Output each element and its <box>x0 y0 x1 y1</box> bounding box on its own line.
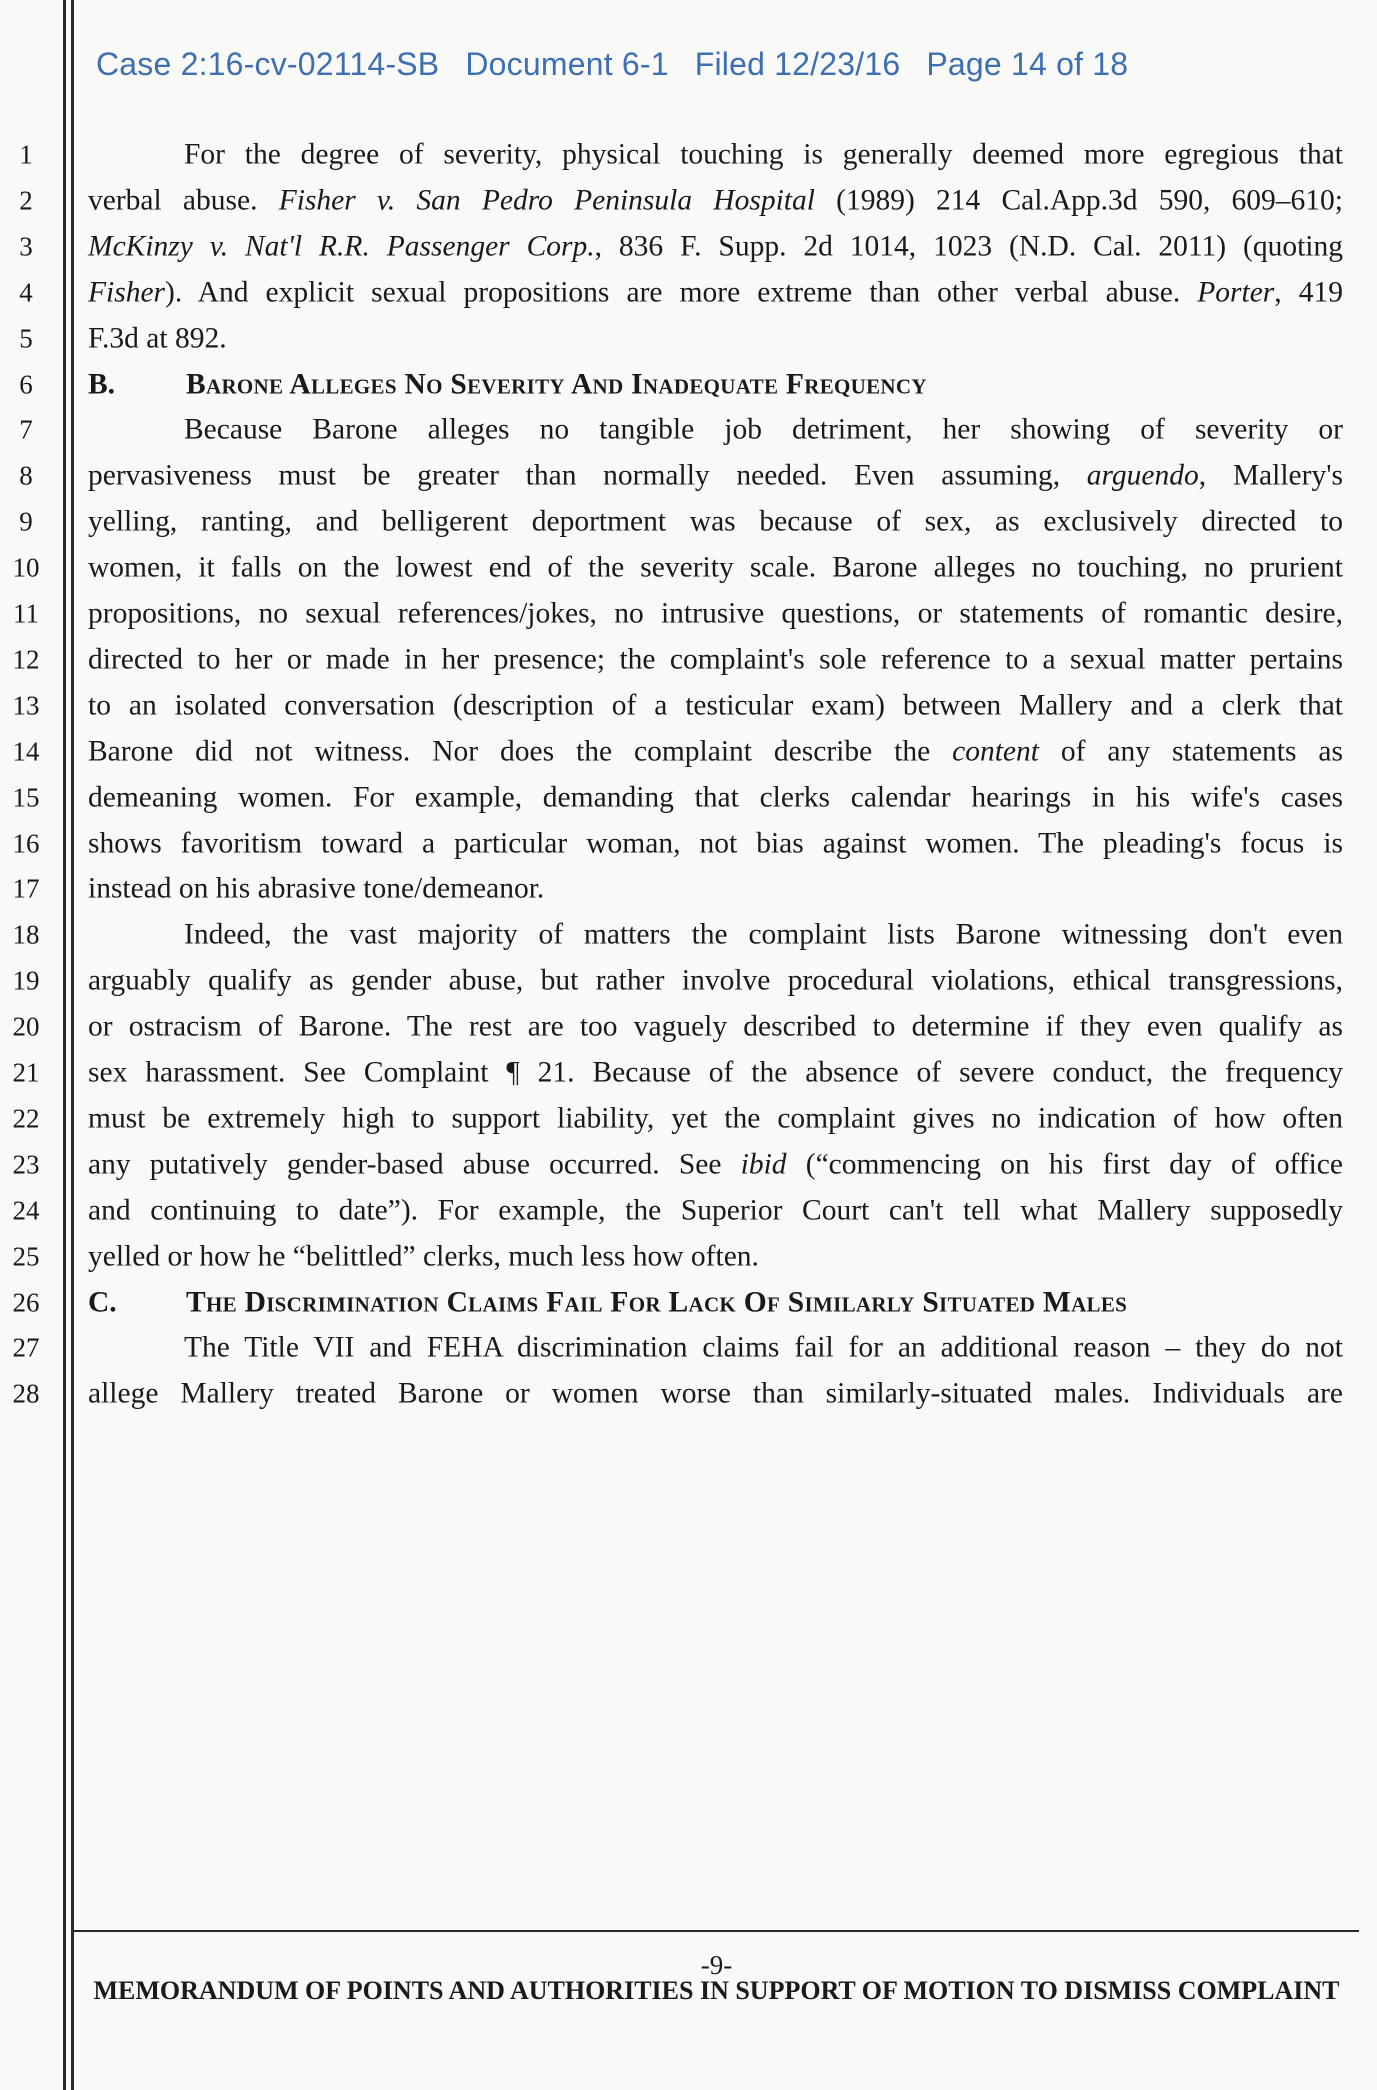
text-segment: sex harassment. See Complaint ¶ 21. Because of the absence of severe conduct, the frequency <box>88 1056 1343 1089</box>
text-segment: , 419 <box>1274 275 1343 308</box>
left-margin-rule <box>63 0 66 2090</box>
line-number: 9 <box>19 506 33 537</box>
text-line <box>88 599 1343 629</box>
line-number: 16 <box>12 828 40 858</box>
line-number: 10 <box>12 552 40 583</box>
text-line <box>88 507 1343 537</box>
section-title: Barone Alleges No Severity And Inadequate Frequency <box>186 367 927 400</box>
line-number: 3 <box>19 231 33 262</box>
line-number: 27 <box>12 1332 40 1363</box>
line-number: 5 <box>19 323 33 354</box>
footer-title: MEMORANDUM OF POINTS AND AUTHORITIES IN SUPPORT OF MOTION TO DISMISS COMPLAINT <box>93 1976 1340 2005</box>
text-segment: Barone did not witness. Nor does the complaint describe the <box>88 734 953 767</box>
text-segment: propositions, no sexual references/jokes, no intrusive questions, or statements of romantic desire, <box>88 597 1343 630</box>
text-segment: to an isolated conversation (description of a testicular exam) between Mallery and a clerk that <box>88 689 1343 722</box>
text-segment: , 836 F. Supp. 2d 1014, 1023 (N.D. Cal. 2011) (quoting <box>594 230 1343 263</box>
text-line <box>88 553 1343 583</box>
text-line <box>88 1239 1343 1272</box>
text-segment: Indeed, the vast majority of matters the complaint lists Barone witnessing don't even <box>184 918 1343 951</box>
text-segment: any putatively gender-based abuse occurred. See <box>88 1148 741 1181</box>
text-line <box>88 459 1343 492</box>
text-segment: (1989) 214 Cal.App.3d 590, 609–610; <box>814 184 1344 217</box>
text-line <box>88 321 1343 354</box>
line-number: 24 <box>12 1195 40 1226</box>
text-segment: of any statements as <box>1038 734 1343 767</box>
line-number: 25 <box>12 1241 40 1272</box>
citation-italic: McKinzy v. Nat'l R.R. Passenger Corp. <box>88 230 595 263</box>
page-indicator: Page 14 of 18 <box>926 46 1129 82</box>
text-segment: verbal abuse. <box>88 184 279 217</box>
section-heading <box>88 367 1343 400</box>
text-segment: (“commencing on his first day of office <box>786 1148 1343 1181</box>
line-number: 13 <box>12 690 40 721</box>
citation-italic: Fisher v. San Pedro Peninsula Hospital <box>278 184 815 217</box>
text-line <box>88 872 1343 905</box>
line-number: 8 <box>19 460 33 491</box>
line-number: 22 <box>12 1103 40 1134</box>
text-segment: or ostracism of Barone. The rest are too vaguely described to determine if they even qualify as <box>88 1010 1343 1043</box>
text-segment: must be extremely high to support liability, yet the complaint gives no indication of how often <box>88 1102 1343 1135</box>
text-segment: pervasiveness must be greater than normally needed. Even assuming, <box>88 459 1087 492</box>
line-number: 2 <box>19 185 33 216</box>
line-number: 26 <box>12 1287 40 1317</box>
document-number: Document 6-1 <box>465 46 669 82</box>
text-line <box>88 645 1343 675</box>
case-number: Case 2:16-cv-02114-SB <box>96 46 440 82</box>
line-number: 4 <box>19 277 33 308</box>
text-line <box>88 1058 1343 1088</box>
line-number: 12 <box>12 644 40 675</box>
text-line <box>88 734 1343 767</box>
line-number: 19 <box>12 965 40 996</box>
section-letter: C. <box>88 1285 117 1318</box>
text-segment: demeaning women. For example, demanding that clerks calendar hearings in his wife's cases <box>88 780 1343 813</box>
line-number: 28 <box>12 1378 40 1409</box>
line-number: 21 <box>12 1057 40 1088</box>
section-title: The Discrimination Claims Fail For Lack Of Similarly Situated Males <box>186 1285 1128 1318</box>
text-line <box>88 780 1343 813</box>
text-segment: The Title VII and FEHA discrimination claims fail for an additional reason – they do not <box>184 1331 1343 1364</box>
text-line <box>184 413 1343 446</box>
text-segment: , Mallery's <box>1198 459 1343 492</box>
text-segment: directed to her or made in her presence; the complaint's sole reference to a sexual matter pertains <box>88 643 1343 676</box>
line-number: 14 <box>12 736 40 767</box>
text-line <box>88 1012 1343 1042</box>
text-line <box>88 275 1343 308</box>
citation-italic: ibid <box>740 1148 787 1181</box>
text-line <box>88 232 1343 262</box>
text-segment: F.3d at 892. <box>88 321 227 354</box>
line-number: 23 <box>12 1149 40 1180</box>
text-segment: allege Mallery treated Barone or women worse than similarly-situated males. Individuals are <box>88 1377 1343 1410</box>
text-line <box>184 1331 1343 1364</box>
text-segment: instead on his abrasive tone/demeanor. <box>88 872 545 905</box>
text-line <box>184 140 1343 170</box>
text-line <box>88 186 1343 216</box>
text-segment: yelled or how he “belittled” clerks, much less how often. <box>88 1239 759 1272</box>
text-line <box>88 691 1343 721</box>
text-line <box>88 1377 1343 1410</box>
case-header <box>96 46 1154 83</box>
text-segment: For the degree of severity, physical touching is generally deemed more egregious that <box>184 138 1343 171</box>
citation-italic: arguendo <box>1086 459 1199 492</box>
text-line <box>88 966 1343 996</box>
section-letter: B. <box>88 367 116 400</box>
citation-italic: Porter <box>1197 275 1275 308</box>
line-number: 11 <box>13 598 39 629</box>
text-segment: yelling, ranting, and belligerent deportment was because of sex, as exclusively directed to <box>88 505 1343 538</box>
line-number: 1 <box>19 139 33 170</box>
line-number: 17 <box>12 873 40 904</box>
text-segment: ). And explicit sexual propositions are more extreme than other verbal abuse. <box>165 275 1198 308</box>
line-number: 18 <box>12 919 40 950</box>
text-line <box>88 1193 1343 1226</box>
text-segment: and continuing to date”). For example, the Superior Court can't tell what Mallery supposedly <box>88 1193 1343 1226</box>
citation-italic: content <box>952 734 1039 767</box>
citation-italic: Fisher <box>88 275 166 308</box>
text-segment: arguably qualify as gender abuse, but rather involve procedural violations, ethical transgressions, <box>88 964 1343 997</box>
text-line <box>184 918 1343 951</box>
section-heading <box>88 1285 1343 1318</box>
text-segment: shows favoritism toward a particular woman, not bias against women. The pleading's focus is <box>88 826 1343 859</box>
text-segment: Because Barone alleges no tangible job detriment, her showing of severity or <box>184 413 1343 446</box>
line-number: 7 <box>19 414 33 445</box>
text-line <box>88 826 1343 859</box>
text-segment: women, it falls on the lowest end of the severity scale. Barone alleges no touching, no prurient <box>88 551 1343 584</box>
footer-rule <box>74 1930 1359 1932</box>
filed-date: Filed 12/23/16 <box>694 46 901 82</box>
left-margin-rule-inner <box>71 0 74 2090</box>
text-line <box>88 1104 1343 1134</box>
line-number: 6 <box>19 369 33 399</box>
text-line <box>88 1150 1343 1180</box>
line-number: 15 <box>12 782 40 813</box>
page-number: -9- <box>700 1950 733 1980</box>
line-number: 20 <box>12 1011 40 1042</box>
